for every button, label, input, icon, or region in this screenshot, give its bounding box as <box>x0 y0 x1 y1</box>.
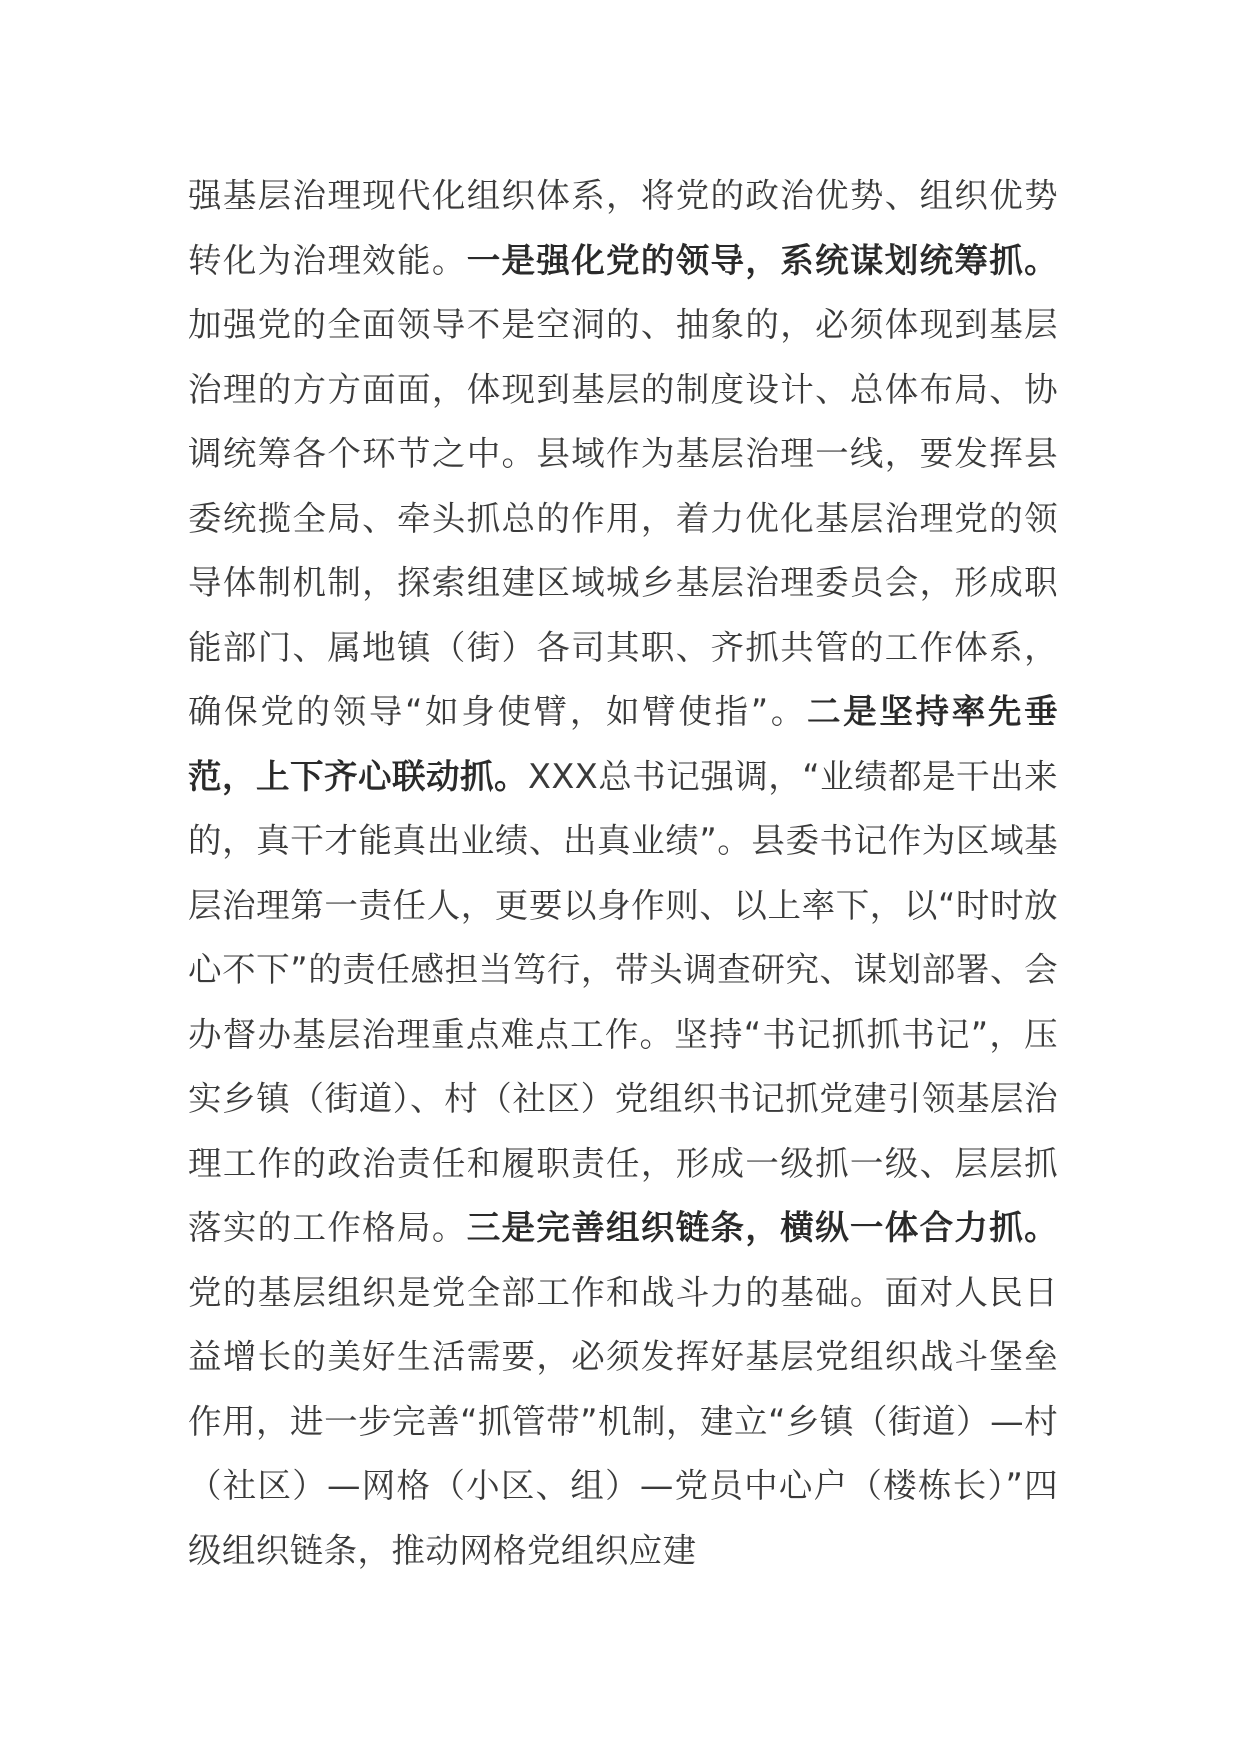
text-segment: 强基层治理现代化组织体系，将党的政治优势、组织优势转化为治理效能。 <box>188 176 1058 280</box>
text-segment: XXX总书记强调，“业绩都是干出来的，真干才能真出业绩、出真业绩”。县委书记作为区域基层治理第一责任人，更要以身作则、以上率下，以“时时放心不下”的责任感担当笃行，带头调查研究、谋划部署、会办督办基层治理重点难点工作。坚持“书记抓抓书记”，压实乡镇（街道）、村（社区）党组织书记抓党建引领基层治理工作的政治责任和履职责任，形成一级抓一级、层层抓落实的工作格局。 <box>188 756 1058 1247</box>
bold-heading-2: 二是坚持率先垂范，上下齐心联动抓。 <box>188 692 1058 796</box>
bold-heading-1: 一是强化党的领导，系统谋划统筹抓。 <box>466 240 1058 280</box>
bold-heading-3: 三是完善组织链条，横纵一体合力抓。 <box>466 1208 1058 1247</box>
text-segment: 加强党的全面领导不是空洞的、抽象的，必须体现到基层治理的方方面面，体现到基层的制度设计、总体布局、协调统筹各个环节之中。县域作为基层治理一线，要发挥县委统揽全局、牵头抓总的作用，着力优化基层治理党的领导体制机制，探索组建区域城乡基层治理委员会，形成职能部门、属地镇（街）各司其职、齐抓共管的工作体系，确保党的领导“如身使臂，如臂使指”。 <box>188 305 1058 731</box>
text-segment: 党的基层组织是党全部工作和战斗力的基础。面对人民日益增长的美好生活需要，必须发挥好基层党组织战斗堡垒作用，进一步完善“抓管带”机制，建立“乡镇（街道）—村（社区）—网格（小区、组）—党员中心户（楼栋长）”四级组织链条，推动网格党组织应建 <box>188 1272 1058 1570</box>
body-paragraph <box>188 164 1058 1583</box>
